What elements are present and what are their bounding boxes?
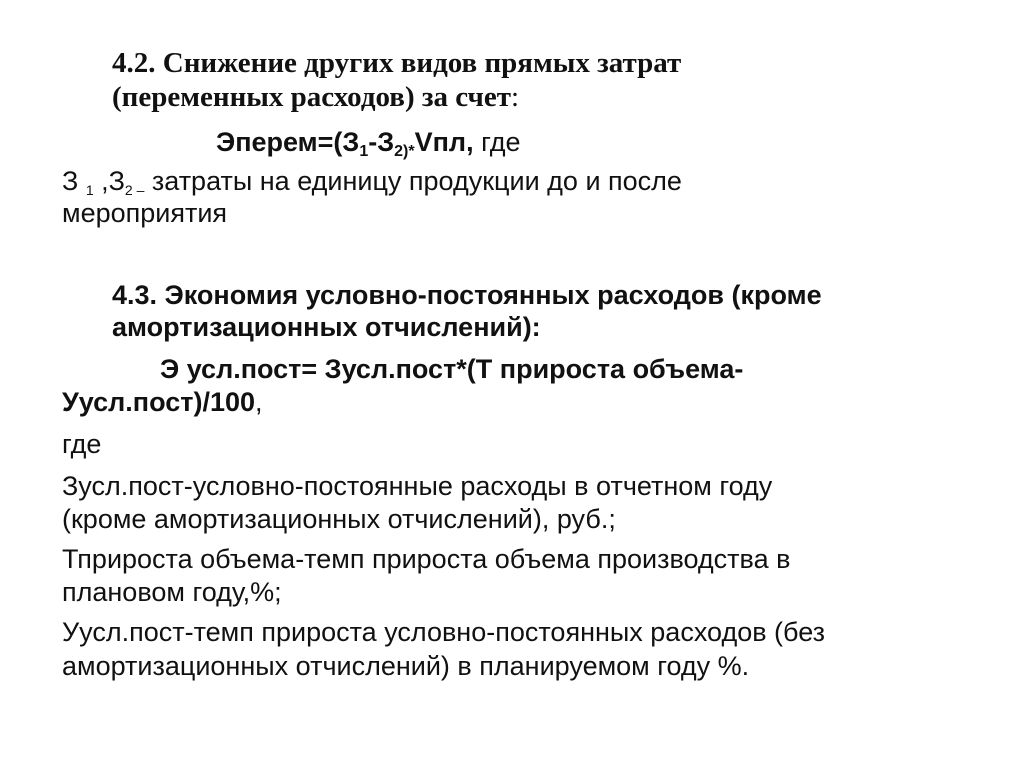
def-uusl-line-2: амортизационных отчислений) в планируемом году %. <box>62 651 750 681</box>
where-label: где <box>62 429 102 459</box>
section-4-2-title-colon: : <box>511 81 520 113</box>
formula-sub-2: 2)* <box>394 143 415 160</box>
section-4-2-title-line-2 <box>112 80 519 114</box>
formula-where: где <box>473 127 521 157</box>
formula-fixed-costs-comma: , <box>255 387 263 417</box>
def-zusl-line-1: Зусл.пост-условно-постоянные расходы в отчетном году <box>62 471 773 501</box>
def-tprirosta-line-1: Тприроста объема-темп прироста объема производства в <box>62 544 791 574</box>
section-4-3-title-line-1: 4.3. Экономия условно-постоянных расходов (кроме <box>112 280 822 310</box>
formula-variable-costs <box>216 126 521 168</box>
definition-z1-z2-line-2: мероприятия <box>62 198 228 228</box>
section-4-2-title-line-1: 4.2. Снижение других видов прямых затрат <box>112 47 682 79</box>
section-4-3-title-line-2: амортизационных отчислений): <box>112 312 541 342</box>
formula-rhs: Vпл, <box>414 127 474 157</box>
def-z-text: затраты на единицу продукции до и после <box>144 166 682 196</box>
def-z-sub-2: 2 – <box>124 182 145 198</box>
section-4-2-title-line-2-text: (переменных расходов) за счет <box>112 81 512 113</box>
def-tprirosta-line-2: плановом году,%; <box>62 577 282 607</box>
def-z-sub-1: 1 <box>85 182 94 198</box>
formula-fixed-costs-line-1: Э усл.пост= Зусл.пост*(Т прироста объема- <box>160 354 744 384</box>
formula-fixed-costs-line-2 <box>62 386 263 418</box>
def-z: З <box>62 166 86 196</box>
formula-mid: -З <box>368 127 395 157</box>
formula-lhs: Эперем=(З <box>216 127 360 157</box>
def-uusl-line-1: Уусл.пост-темп прироста условно-постоянных расходов (без <box>62 617 826 647</box>
def-zusl-line-2: (кроме амортизационных отчислений), руб.; <box>62 504 616 534</box>
formula-sub-1: 1 <box>359 143 369 160</box>
formula-fixed-costs-line-2-text: Уусл.пост)/100 <box>62 387 256 417</box>
def-z-mid: ,З <box>93 166 125 196</box>
